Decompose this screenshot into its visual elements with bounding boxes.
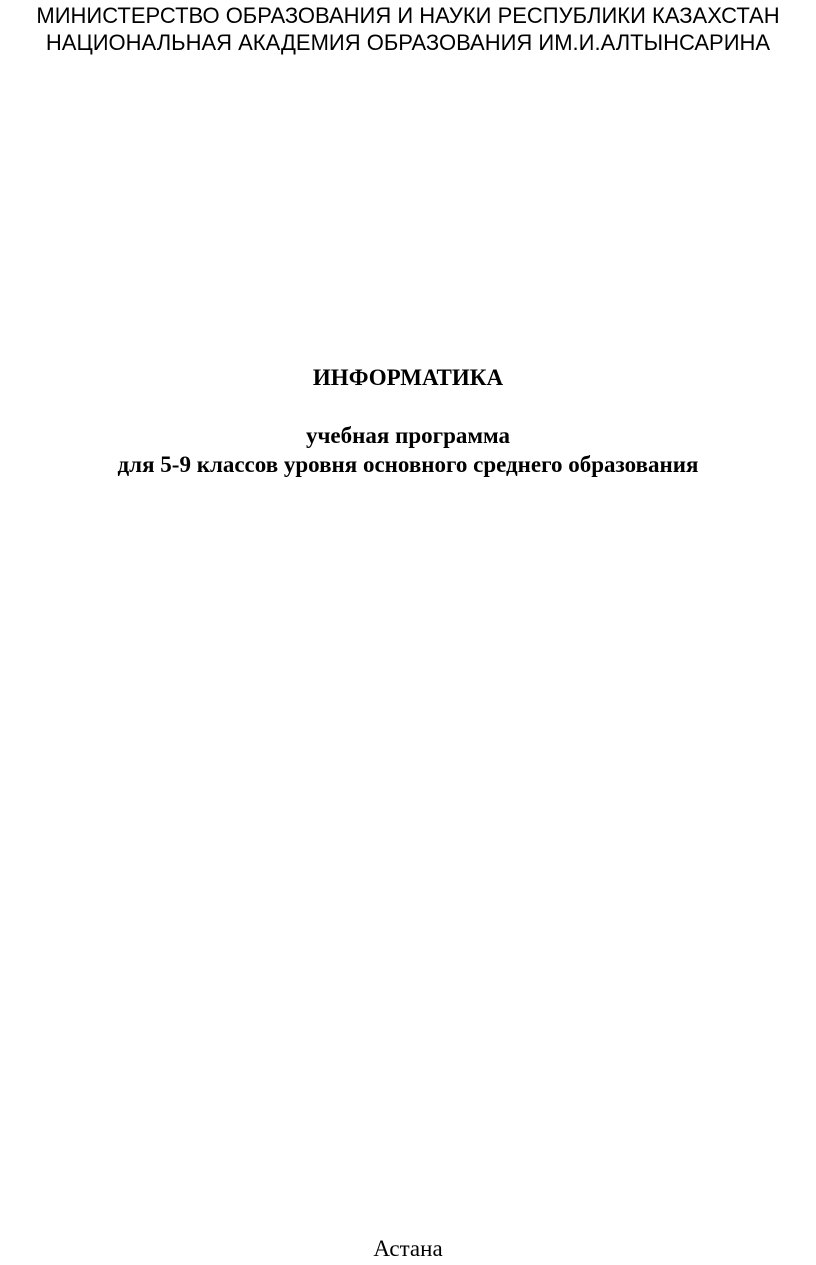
academy-name: НАЦИОНАЛЬНАЯ АКАДЕМИЯ ОБРАЗОВАНИЯ ИМ.И.АЛТЫНСАРИНА — [45, 30, 771, 55]
document-title: ИНФОРМАТИКА — [312, 365, 504, 390]
program-type: учебная программа — [305, 423, 511, 448]
program-scope: для 5-9 классов уровня основного среднего образования — [117, 452, 699, 477]
ministry-name: МИНИСТЕРСТВО ОБРАЗОВАНИЯ И НАУКИ РЕСПУБЛИКИ КАЗАХСТАН — [36, 3, 780, 28]
document-header — [0, 2, 816, 56]
publication-city: Астана — [373, 1236, 443, 1261]
document-subtitle — [0, 421, 816, 479]
